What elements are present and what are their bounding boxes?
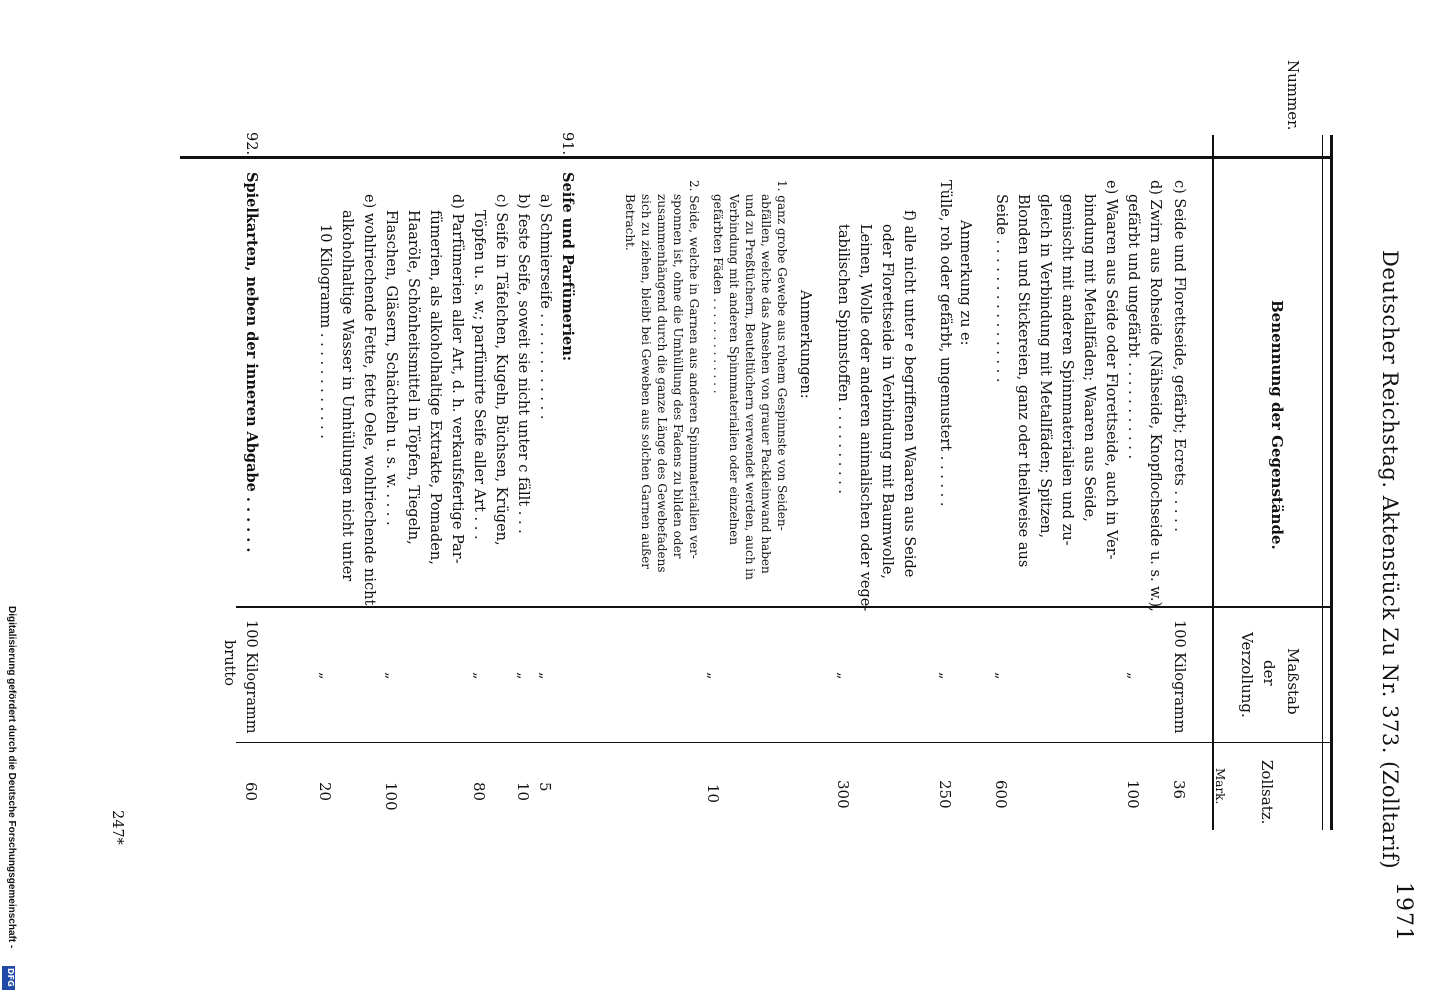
note-line: gefärbten Fäden . . . . . . . . . . . . .: [711, 194, 725, 394]
row-text: gleich in Verbindung mit Metallfäden; Spitzen,: [1037, 194, 1053, 539]
note-line: 2. Seide, welche in Garnen aus anderen Spinnmaterialien ver-: [687, 180, 701, 559]
section-91-rate: 10: [514, 782, 532, 802]
column-header-measure-1: Maßstab: [1284, 648, 1302, 715]
column-header-rate: Zollsatz.: [1258, 760, 1276, 825]
section-92-text: Spielkarten, neben der inneren Abgabe . . . . . .: [243, 172, 260, 553]
section-91-line: fümerien, als alkoholhaltige Extrakte, Pomaden,: [427, 210, 443, 565]
section-91-line: c) Seife in Täfelchen, Kugeln, Büchsen, Krügen,: [493, 194, 509, 546]
section-91-line: Haaröle, Schönheitsmittel in Töpfen, Tiegeln,: [405, 210, 421, 545]
footer-page-mark: 247*: [109, 810, 125, 845]
note-line: zusammenhängend durch die ganze Länge des Gewebefadens: [655, 194, 669, 573]
section-91-measure: „: [537, 672, 553, 680]
section-number-92: 92.: [243, 132, 259, 156]
row-measure: „: [993, 672, 1009, 680]
note-line: 1. ganz grobe Gewebe aus rohem Gespinnste von Seiden-: [775, 180, 789, 531]
column-header-number: Nummer.: [1284, 60, 1302, 131]
row-text: Leinen, Wolle oder anderen animalischen oder vege-: [857, 224, 873, 612]
section-91-line: a) Schmierseife . . . . . . . . . . . .: [537, 194, 553, 420]
notes-measure: „: [705, 672, 721, 680]
section-91-measure: „: [515, 672, 531, 680]
section-91-rate: 5: [536, 782, 554, 792]
section-91-rate: 20: [316, 782, 334, 802]
row-text: f) alle nicht unter e begriffenen Waaren aus Seide: [901, 210, 917, 578]
section-91-heading: Seife und Parfümerien:: [559, 172, 576, 362]
section-91-line: b) feste Seife, soweit sie nicht unter c fällt . . .: [515, 194, 531, 534]
section-number-91: 91.: [559, 132, 575, 156]
column-header-measure-2: der: [1260, 660, 1278, 686]
row-measure: „: [835, 672, 851, 680]
row-text: c) Seide und Florettseide, gefärbt; Ecrets . . . . .: [1171, 180, 1187, 532]
section-92-rate: 60: [242, 782, 260, 802]
section-92-measure-unit: brutto: [221, 640, 237, 686]
section-91-measure: „: [383, 672, 399, 680]
note-line: und zu Preßtüchern, Beuteltüchern verwendet werden, auch in: [743, 194, 757, 580]
row-text: Tülle, roh oder gefärbt, ungemustert . . . . . .: [937, 180, 953, 507]
section-91-measure: „: [471, 672, 487, 680]
row-measure: „: [937, 672, 953, 680]
page-number: 1971: [1391, 882, 1416, 942]
section-91-line: Flaschen, Gläsern, Schächteln u. s. w. . . . .: [383, 210, 399, 526]
running-header: Deutscher Reichstag. Aktenstück Zu Nr. 373. (Zolltarif): [1378, 250, 1402, 870]
section-91-line: 10 Kilogramm . . . . . . . . . . . .: [317, 224, 333, 439]
section-91-line: d) Parfümerien aller Art, d. h. verkaufsfertige Par-: [449, 194, 465, 564]
section-91-rate: 80: [470, 782, 488, 802]
section-91-measure: „: [317, 672, 333, 680]
column-header-designation: Benennung der Gegenstände.: [1268, 300, 1286, 550]
row-rate: 250: [936, 780, 954, 809]
row-text: d) Zwirn aus Rohseide (Nähseide, Knopflochseide u. s. w.),: [1147, 180, 1163, 612]
row-text: bindung mit Metallfäden; Waaren aus Seide,: [1081, 194, 1097, 522]
header-rule-thin: [1322, 135, 1323, 830]
row-rate: 300: [834, 780, 852, 809]
row-text: gefärbt und ungefärbt . . . . . . . . . . .: [1125, 194, 1141, 460]
rate-column-rule: [236, 742, 1330, 743]
row-text: Blonden und Stickereien, ganz oder theilweise aus: [1015, 194, 1031, 568]
note-line: Betracht.: [623, 194, 637, 251]
row-rate: 100: [1124, 780, 1142, 809]
dfg-logo: DFG: [2, 966, 15, 990]
section-91-line: Töpfen u. s. w.; parfümirte Seife aller Art . . .: [471, 210, 487, 540]
row-text: e) Waaren aus Seide oder Florettseide, auch in Ver-: [1103, 180, 1119, 560]
row-text: Anmerkung zu e:: [957, 220, 973, 346]
column-header-rule: [1212, 135, 1214, 830]
row-measure: „: [1125, 672, 1141, 680]
row-rate: 36: [1170, 780, 1188, 800]
section-91-line: e) wohlriechende Fette, fette Oele, wohlriechende nicht: [361, 194, 377, 606]
section-91-line: alkoholhaltige Wasser in Umhüllungen nicht unter: [339, 210, 355, 582]
digitization-note: Digitalisierung gefördert durch die Deutsche Forschungsgemeinschaft -: [6, 606, 17, 949]
note-line: sponnen ist, ohne die Umhüllung des Fadens zu bilden oder: [671, 194, 685, 559]
notes-rate: 10: [704, 784, 722, 804]
section-91-rate: 100: [382, 782, 400, 811]
row-text: gemischt mit anderen Spinnmaterialien und zu-: [1059, 194, 1075, 546]
notes-title: Anmerkungen:: [797, 290, 813, 399]
column-header-measure-3: Verzollung.: [1238, 632, 1256, 718]
note-line: sich zu ziehen, bleibt bei Geweben aus solchen Garnen außer: [639, 194, 653, 569]
header-rule: [1330, 135, 1333, 830]
measure-column-rule: [236, 606, 1330, 608]
note-line: Verbindung mit anderen Spinnmaterialien oder einzelnen: [727, 194, 741, 545]
row-measure: 100 Kilogramm: [1171, 620, 1187, 734]
section-92-measure: 100 Kilogramm: [243, 620, 259, 734]
row-text: tabilischen Spinnstoffen . . . . . . . . . .: [835, 224, 851, 495]
row-text: oder Florettseide in Verbindung mit Baumwolle,: [879, 224, 895, 580]
column-header-rate-unit: Mark.: [1213, 768, 1227, 805]
row-text: Seide . . . . . . . . . . . . . . . .: [993, 194, 1009, 383]
row-rate: 600: [992, 780, 1010, 809]
number-column-rule: [180, 156, 1330, 159]
note-line: abfällen, welche das Ansehen von grauer Packleinwand haben: [759, 194, 773, 574]
